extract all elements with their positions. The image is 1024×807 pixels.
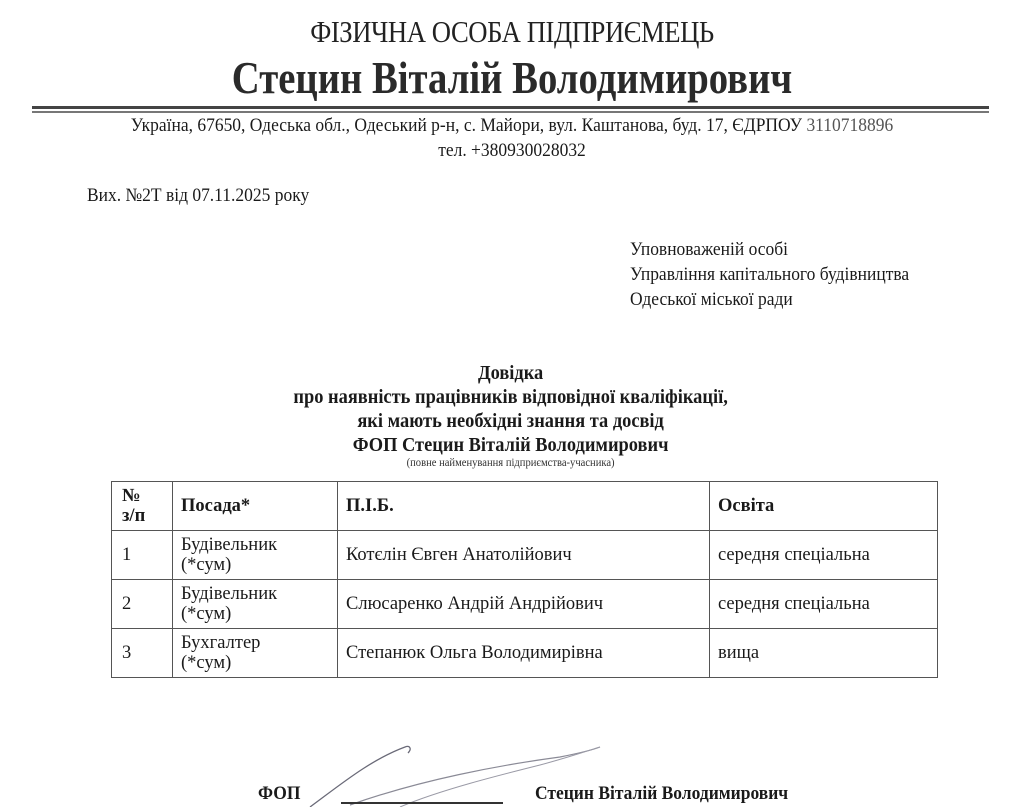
position-note: (*сум) [181, 555, 232, 575]
table-row [112, 580, 938, 629]
letterhead-entity-type: ФІЗИЧНА ОСОБА ПІДПРИЄМЕЦЬ [310, 14, 714, 49]
cell-number: 3 [112, 629, 173, 678]
outgoing-reference: Вих. №2Т від 07.11.2025 року [87, 185, 310, 206]
cell-education: вища [710, 629, 938, 678]
document-entity-caption: (повне найменування підприємства-учасника) [406, 457, 615, 469]
recipient-block [630, 237, 909, 312]
cell-education: середня спеціальна [710, 531, 938, 580]
header-education: Освіта [710, 482, 938, 531]
signature-line [341, 802, 503, 804]
table-row [112, 629, 938, 678]
recipient-line: Одеської міської ради [630, 289, 793, 310]
position-note: (*сум) [181, 653, 232, 673]
letterhead-divider [32, 106, 989, 114]
position-title: Бухгалтер [181, 633, 261, 653]
letterhead-owner-name: Стецин Віталій Володимирович [231, 53, 793, 103]
letterhead-address [41, 115, 983, 137]
position-note: (*сум) [181, 604, 232, 624]
divider-line-thin [32, 111, 989, 113]
signature-label: ФОП [258, 783, 301, 804]
position-title: Будівельник [181, 535, 278, 555]
header-number-symbol: № [122, 486, 141, 506]
cell-full-name: Степанюк Ольга Володимирівна [338, 629, 710, 678]
recipient-line: Управління капітального будівництва [630, 264, 910, 285]
position-title: Будівельник [181, 584, 278, 604]
cell-position [173, 629, 338, 678]
edrpou-code: 3110718896 [806, 115, 894, 136]
table-header-row [112, 482, 938, 531]
header-position: Посада* [173, 482, 338, 531]
cell-position [173, 580, 338, 629]
document-title-line: які мають необхідні знання та досвід [357, 410, 664, 432]
staff-table [111, 481, 938, 678]
cell-full-name: Котєлін Євген Анатолійович [338, 531, 710, 580]
cell-number: 1 [112, 531, 173, 580]
signer-name: Стецин Віталій Володимирович [535, 783, 789, 804]
header-number-abbr: з/п [122, 506, 146, 526]
header-full-name: П.І.Б. [338, 482, 710, 531]
document-title-block [0, 361, 1021, 469]
address-text: Україна, 67650, Одеська обл., Одеський р-н, с. Майори, вул. Каштанова, буд. 17, ЄДРПОУ [130, 115, 803, 136]
document-heading: Довідка [477, 362, 544, 384]
divider-line-thick [32, 106, 989, 109]
cell-number: 2 [112, 580, 173, 629]
cell-full-name: Слюсаренко Андрій Андрійович [338, 580, 710, 629]
table-row [112, 531, 938, 580]
header-number [112, 482, 173, 531]
letterhead-phone: тел. +380930028032 [438, 140, 586, 161]
document-entity-name: ФОП Стецин Віталій Володимирович [352, 434, 669, 456]
recipient-line: Уповноваженій особі [630, 239, 789, 260]
cell-education: середня спеціальна [710, 580, 938, 629]
document-title-line: про наявність працівників відповідної кваліфікації, [293, 386, 728, 408]
cell-position [173, 531, 338, 580]
